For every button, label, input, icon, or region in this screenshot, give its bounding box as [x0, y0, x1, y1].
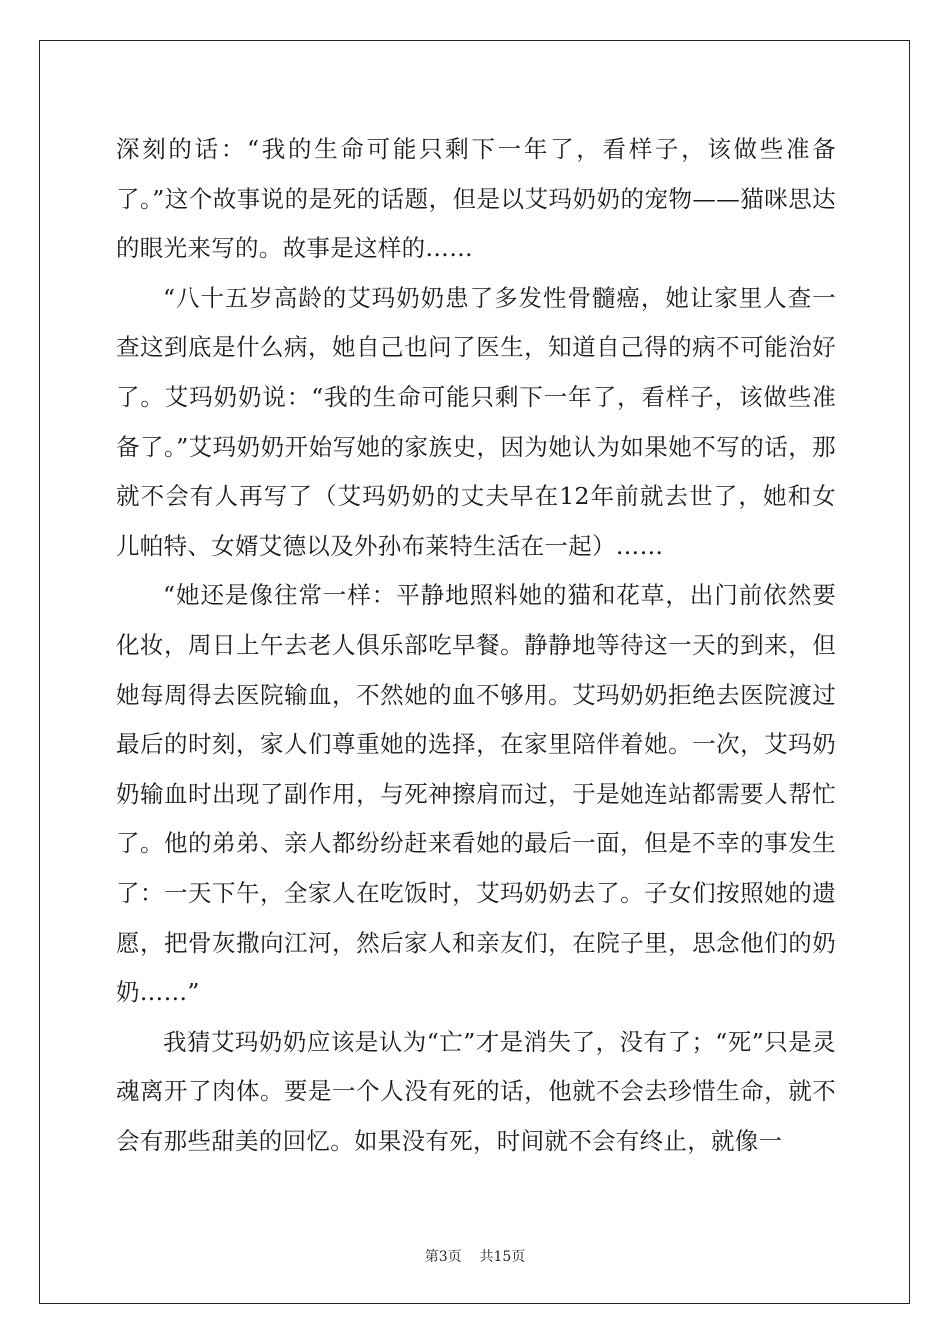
page-number: 第3页 [424, 1249, 462, 1265]
page-footer [0, 1246, 950, 1266]
total-pages: 共15页 [479, 1249, 526, 1265]
document-body [116, 125, 836, 1166]
paragraph-3: “她还是像往常一样：平静地照料她的猫和花草，出门前依然要化妆，周日上午去老人俱乐部吃早餐。静静地等待这一天的到来，但她每周得去医院输血，不然她的血不够用。艾玛奶奶拒绝去医院渡过最后的时刻，家人们尊重她的选择，在家里陪伴着她。一次，艾玛奶奶输血时出现了副作用，与死神擦肩而过，于是她连站都需要人帮忙了。他的弟弟、亲人都纷纷赶来看她的最后一面，但是不幸的事发生了：一天下午，全家人在吃饭时，艾玛奶奶去了。子女们按照她的遗愿，把骨灰撒向江河，然后家人和亲友们，在院子里，思念他们的奶奶……” [116, 581, 836, 1007]
paragraph-1: 深刻的话：“我的生命可能只剩下一年了，看样子，该做些准备了。”这个故事说的是死的话题，但是以艾玛奶奶的宠物——猫咪思达的眼光来写的。故事是这样的…… [116, 135, 836, 263]
paragraph-4: 我猜艾玛奶奶应该是认为“亡”才是消失了，没有了；“死”只是灵魂离开了肉体。要是一个人没有死的话，他就不会去珍惜生命，就不会有那些甜美的回忆。如果没有死，时间就不会有终止，就像一 [116, 1027, 836, 1155]
paragraph-2: “八十五岁高龄的艾玛奶奶患了多发性骨髓癌，她让家里人查一查这到底是什么病，她自己也问了医生，知道自己得的病不可能治好了。艾玛奶奶说：“我的生命可能只剩下一年了，看样子，该做些准备了。”艾玛奶奶开始写她的家族史，因为她认为如果她不写的话，那就不会有人再写了（艾玛奶奶的丈夫早在12年前就去世了，她和女儿帕特、女婿艾德以及外孙布莱特生活在一起）…… [116, 283, 836, 560]
